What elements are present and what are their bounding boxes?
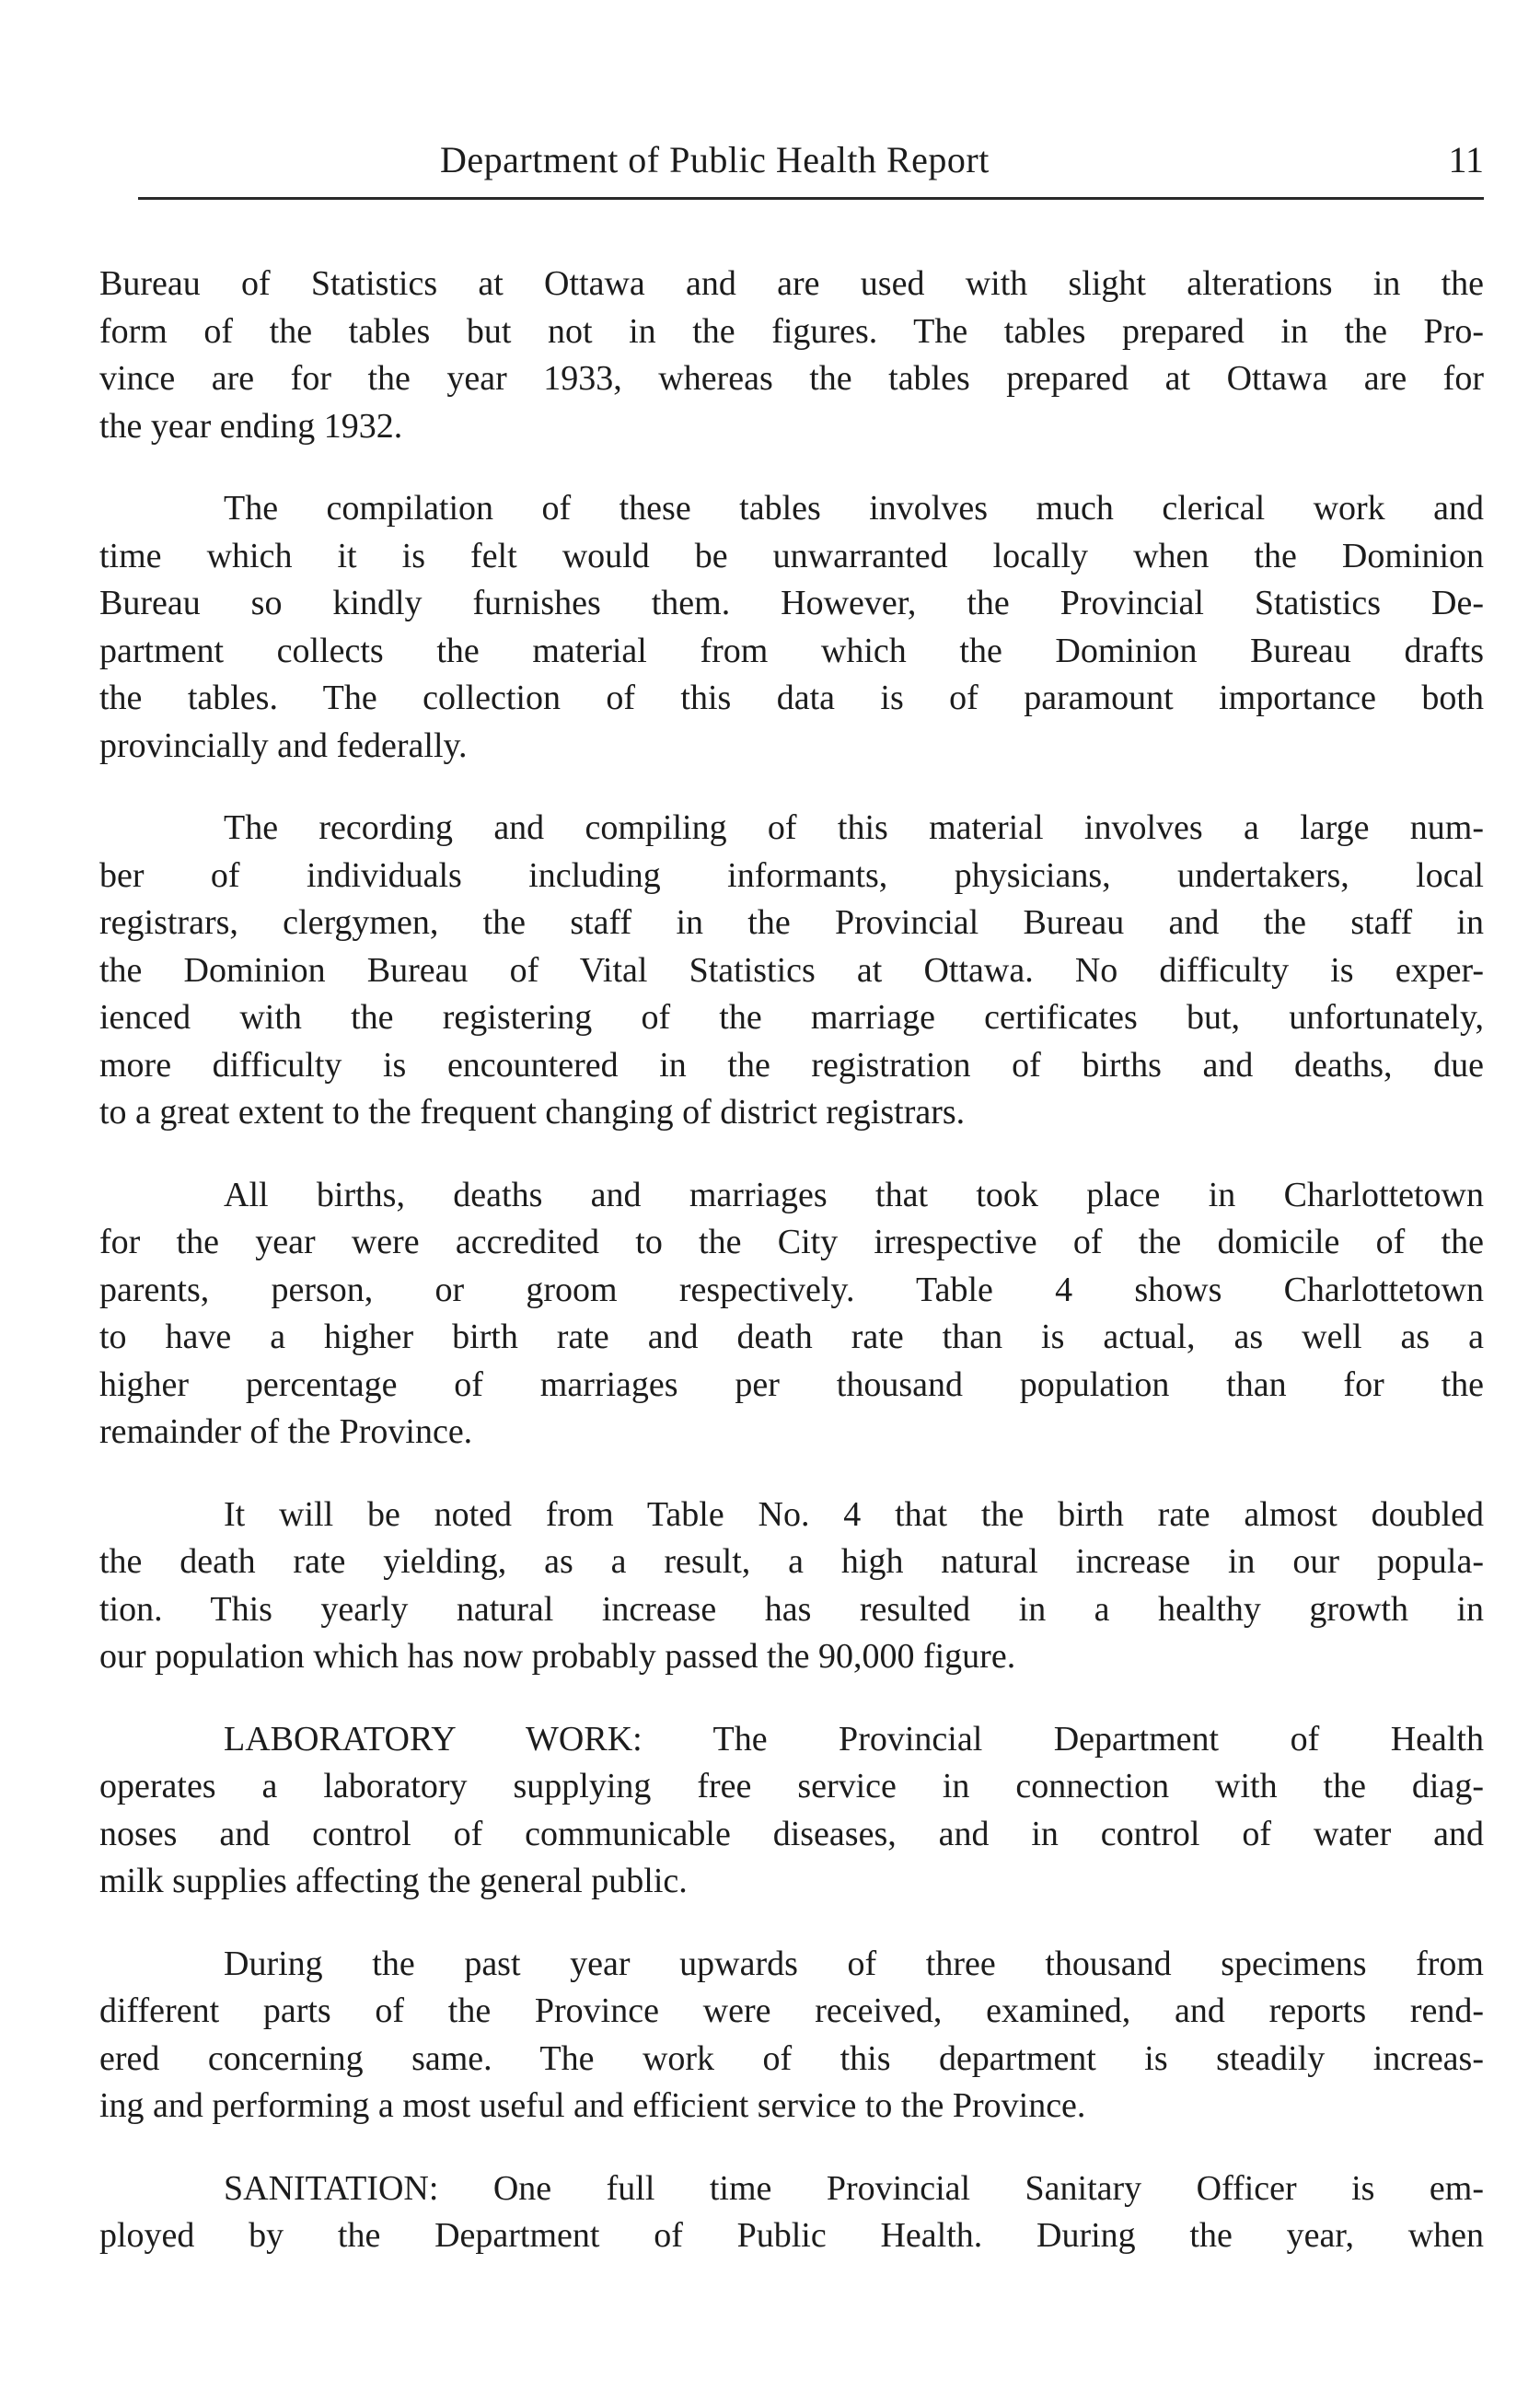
text-line: registrars, clergymen, the staff in the Provincial Bureau and the staff in [99, 903, 1484, 942]
text-line: the tables. The collection of this data is of paramount importance both [99, 679, 1484, 717]
text-line: parents, person, or groom respectively. Table 4 shows Charlottetown [99, 1270, 1484, 1309]
text-line: tion. This yearly natural increase has resulted in a healthy growth in [99, 1589, 1484, 1629]
paragraph-laboratory-work [99, 1716, 1484, 1906]
header-rule [138, 197, 1484, 200]
paragraph-charlottetown [99, 1172, 1484, 1457]
text-line: The recording and compiling of this material involves a large num- [224, 808, 1484, 847]
text-line: provincially and federally. [99, 726, 468, 765]
text-line: ployed by the Department of Public Health. During the year, when [99, 2216, 1484, 2255]
text-line: ing and performing a most useful and efficient service to the Province. [99, 2086, 1086, 2125]
text-line: noses and control of communicable diseases, and in control of water and [99, 1814, 1484, 1853]
text-line: time which it is felt would be unwarranted locally when the Dominion [99, 536, 1484, 575]
paragraph-recording [99, 805, 1484, 1137]
running-header [138, 138, 1484, 199]
running-title: Department of Public Health Report [440, 139, 990, 180]
text-line: form of the tables but not in the figures. The tables prepared in the Pro- [99, 311, 1484, 351]
text-line: Bureau of Statistics at Ottawa and are used with slight alterations in the [99, 264, 1484, 303]
text-line: It will be noted from Table No. 4 that the birth rate almost doubled [224, 1494, 1484, 1534]
text-line: SANITATION: One full time Provincial Sanitary Officer is em- [224, 2168, 1484, 2208]
text-line: more difficulty is encountered in the registration of births and deaths, due [99, 1045, 1484, 1085]
paragraph-statistics-source [99, 261, 1484, 450]
text-line: partment collects the material from which the Dominion Bureau drafts [99, 631, 1484, 670]
text-line: higher percentage of marriages per thousand population than for the [99, 1364, 1484, 1404]
text-line: ienced with the registering of the marriage certificates but, unfortunately, [99, 998, 1484, 1037]
text-line: the year ending 1932. [99, 406, 403, 446]
text-line: All births, deaths and marriages that took place in Charlottetown [224, 1175, 1484, 1214]
text-line: vince are for the year 1933, whereas the tables prepared at Ottawa are for [99, 359, 1484, 398]
text-line: LABORATORY WORK: The Provincial Department of Health [224, 1719, 1484, 1759]
text-line: ber of individuals including informants, physicians, undertakers, local [99, 855, 1484, 895]
paragraph-birth-rate [99, 1492, 1484, 1681]
text-line: to a great extent to the frequent changing of district registrars. [99, 1093, 966, 1132]
text-line: the death rate yielding, as a result, a high natural increase in our popula- [99, 1542, 1484, 1581]
body-text [99, 261, 1484, 2295]
paragraph-specimens [99, 1941, 1484, 2130]
text-line: the Dominion Bureau of Vital Statistics at Ottawa. No difficulty is exper- [99, 950, 1484, 990]
text-line: The compilation of these tables involves much clerical work and [224, 489, 1484, 528]
text-line: operates a laboratory supplying free service in connection with the diag- [99, 1767, 1484, 1805]
paragraph-compilation [99, 485, 1484, 770]
text-line: milk supplies affecting the general public. [99, 1862, 688, 1900]
text-line: ered concerning same. The work of this department is steadily increas- [99, 2038, 1484, 2078]
page-number: 11 [1448, 139, 1484, 180]
text-line: different parts of the Province were received, examined, and reports rend- [99, 1991, 1484, 2030]
text-line: our population which has now probably passed the 90,000 figure. [99, 1637, 1016, 1676]
text-line: to have a higher birth rate and death rate than is actual, as well as a [99, 1318, 1484, 1356]
text-line: Bureau so kindly furnishes them. However, the Provincial Statistics De- [99, 584, 1484, 622]
text-line: During the past year upwards of three thousand specimens from [224, 1944, 1484, 1983]
text-line: remainder of the Province. [99, 1412, 473, 1451]
paragraph-sanitation [99, 2165, 1484, 2260]
text-line: for the year were accredited to the City irrespective of the domicile of the [99, 1223, 1484, 1261]
